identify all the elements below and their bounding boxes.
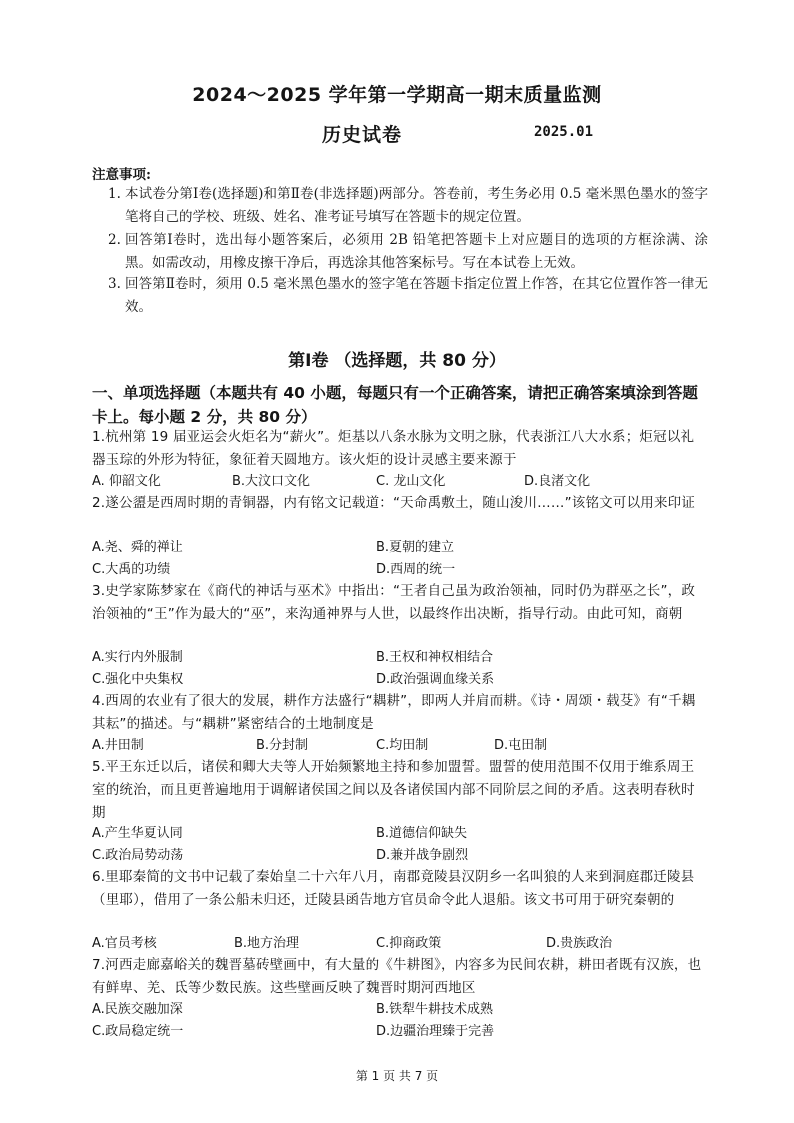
notice-item-number: 2. (108, 232, 121, 248)
option-a: A.官员考核 (92, 936, 157, 951)
option-c: C.政局稳定统一 (92, 1024, 184, 1039)
option-a: A.井田制 (92, 738, 144, 753)
notice-item (108, 273, 708, 319)
option-d: D.边疆治理臻于完善 (376, 1024, 495, 1039)
page-number-footer: 第 1 页 共 7 页 (355, 1069, 439, 1083)
notice-item-number: 1. (108, 186, 121, 202)
option-c: C. 龙山文化 (376, 474, 446, 489)
option-c: C.政治局势动荡 (92, 848, 184, 863)
option-d: D.政治强调血缘关系 (376, 672, 495, 687)
notice-item-text: 本试卷分第Ⅰ卷(选择题)和第Ⅱ卷(非选择题)两部分。答卷前，考生务必用 0.5 毫米黑色墨水的签字笔将自己的学校、班级、姓名、准考证号填写在答题卡的规定位置。 (125, 186, 708, 225)
option-row (92, 734, 704, 757)
option-b: B.分封制 (256, 738, 309, 753)
notice-item-text: 回答第Ⅰ卷时，选出每小题答案后，必须用 2B 铅笔把答题卡上对应题目的选项的方框涂满、涂黑。如需改动，用橡皮擦干净后，再选涂其他答案标号。写在本试卷上无效。 (125, 232, 708, 271)
option-b: B.夏朝的建立 (376, 540, 455, 555)
notice-item (108, 183, 708, 229)
option-b: B.铁犁牛耕技术成熟 (376, 1002, 494, 1017)
option-d: D.屯田制 (494, 738, 548, 753)
option-row (92, 1020, 704, 1043)
option-d: D.良渚文化 (524, 474, 591, 489)
notice-item-text: 回答第Ⅱ卷时，须用 0.5 毫米黑色墨水的签字笔在答题卡指定位置上作答，在其它位置作答一律无效。 (125, 276, 708, 315)
question-stem: 1.杭州第 19 届亚运会火炬名为“薪火”。炬基以八条水脉为文明之脉，代表浙江八大水系；炬冠以礼器玉琮的外形为特征，象征着天圆地方。该火炬的设计灵感主要来源于 (92, 429, 695, 468)
option-row (92, 844, 704, 867)
option-b: B.地方治理 (234, 936, 300, 951)
option-a: A.尧、舜的禅让 (92, 540, 183, 555)
option-row (92, 558, 704, 581)
option-b: B.道德信仰缺失 (376, 826, 468, 841)
question-stem: 4.西周的农业有了很大的发展，耕作方法盛行“耦耕”，即两人并肩而耕。《诗・周颂・载芟》有“千耦其耘”的描述。与“耦耕”紧密结合的土地制度是 (92, 693, 696, 732)
option-row (92, 932, 704, 955)
question-stem: 7.河西走廊嘉峪关的魏晋墓砖壁画中，有大量的《牛耕图》，内容多为民间农耕，耕田者既有汉族，也有鲜卑、羌、氐等少数民族。这些壁画反映了魏晋时期河西地区 (92, 957, 702, 996)
subject-title: 历史试卷 (322, 124, 403, 146)
notice-item (108, 229, 708, 275)
exam-date: 2025.01 (534, 124, 594, 140)
option-d: D.贵族政治 (546, 936, 613, 951)
option-c: C.抑商政策 (376, 936, 442, 951)
option-c: C.均田制 (376, 738, 429, 753)
option-a: A.实行内外服制 (92, 650, 183, 665)
option-d: D.西周的统一 (376, 562, 456, 577)
option-c: C.强化中央集权 (92, 672, 184, 687)
question-stem: 6.里耶秦简的文书中记载了秦始皇二十六年八月，南郡竟陵县汉阴乡一名叫狼的人来到洞庭郡迁陵县（里耶），借用了一条公船未归还，迁陵县函告地方官员命令此人退船。该文书可用于研究秦朝的 (92, 869, 695, 908)
option-b: B.大汶口文化 (232, 474, 311, 489)
option-row (92, 668, 704, 691)
option-c: C.大禹的功绩 (92, 562, 171, 577)
question-stem: 5.平王东迁以后，诸侯和卿大夫等人开始频繁地主持和参加盟誓。盟誓的使用范围不仅用于维系周王室的统治，而且更普遍地用于调解诸侯国之间以及各诸侯国内部不同阶层之间的矛盾。这表明春秋时期 (92, 759, 695, 821)
option-a: A.产生华夏认同 (92, 826, 183, 841)
option-row (92, 536, 704, 559)
option-d: D.兼并战争剧烈 (376, 848, 469, 863)
option-b: B.王权和神权相结合 (376, 650, 494, 665)
notice-item-number: 3. (108, 276, 121, 292)
option-a: A. 仰韶文化 (92, 474, 161, 489)
option-a: A.民族交融加深 (92, 1002, 183, 1017)
section-title: 第Ⅰ卷 （选择题，共 80 分） (288, 351, 506, 371)
exam-title: 2024～2025 学年第一学期高一期末质量监测 (192, 84, 602, 106)
question-stem: 3.史学家陈梦家在《商代的神话与巫术》中指出：“王者自己虽为政治领袖，同时仍为群巫之长”，政治领袖的“王”作为最大的“巫”，来沟通神界与人世，以最终作出决断，指导行动。由此可知，商朝 (92, 583, 696, 622)
notice-heading: 注意事项: (92, 167, 151, 183)
option-row (92, 646, 704, 669)
option-row (92, 822, 704, 845)
option-row (92, 998, 704, 1021)
part-heading: 一、单项选择题（本题共有 40 小题，每题只有一个正确答案，请把正确答案填涂到答题卡上。每小题 2 分，共 80 分） (92, 384, 698, 426)
option-row (92, 470, 704, 493)
question-stem: 2.遂公盨是西周时期的青铜器，内有铭文记载道：“天命禹敷土，随山浚川……”该铭文可以用来印证 (92, 495, 696, 511)
